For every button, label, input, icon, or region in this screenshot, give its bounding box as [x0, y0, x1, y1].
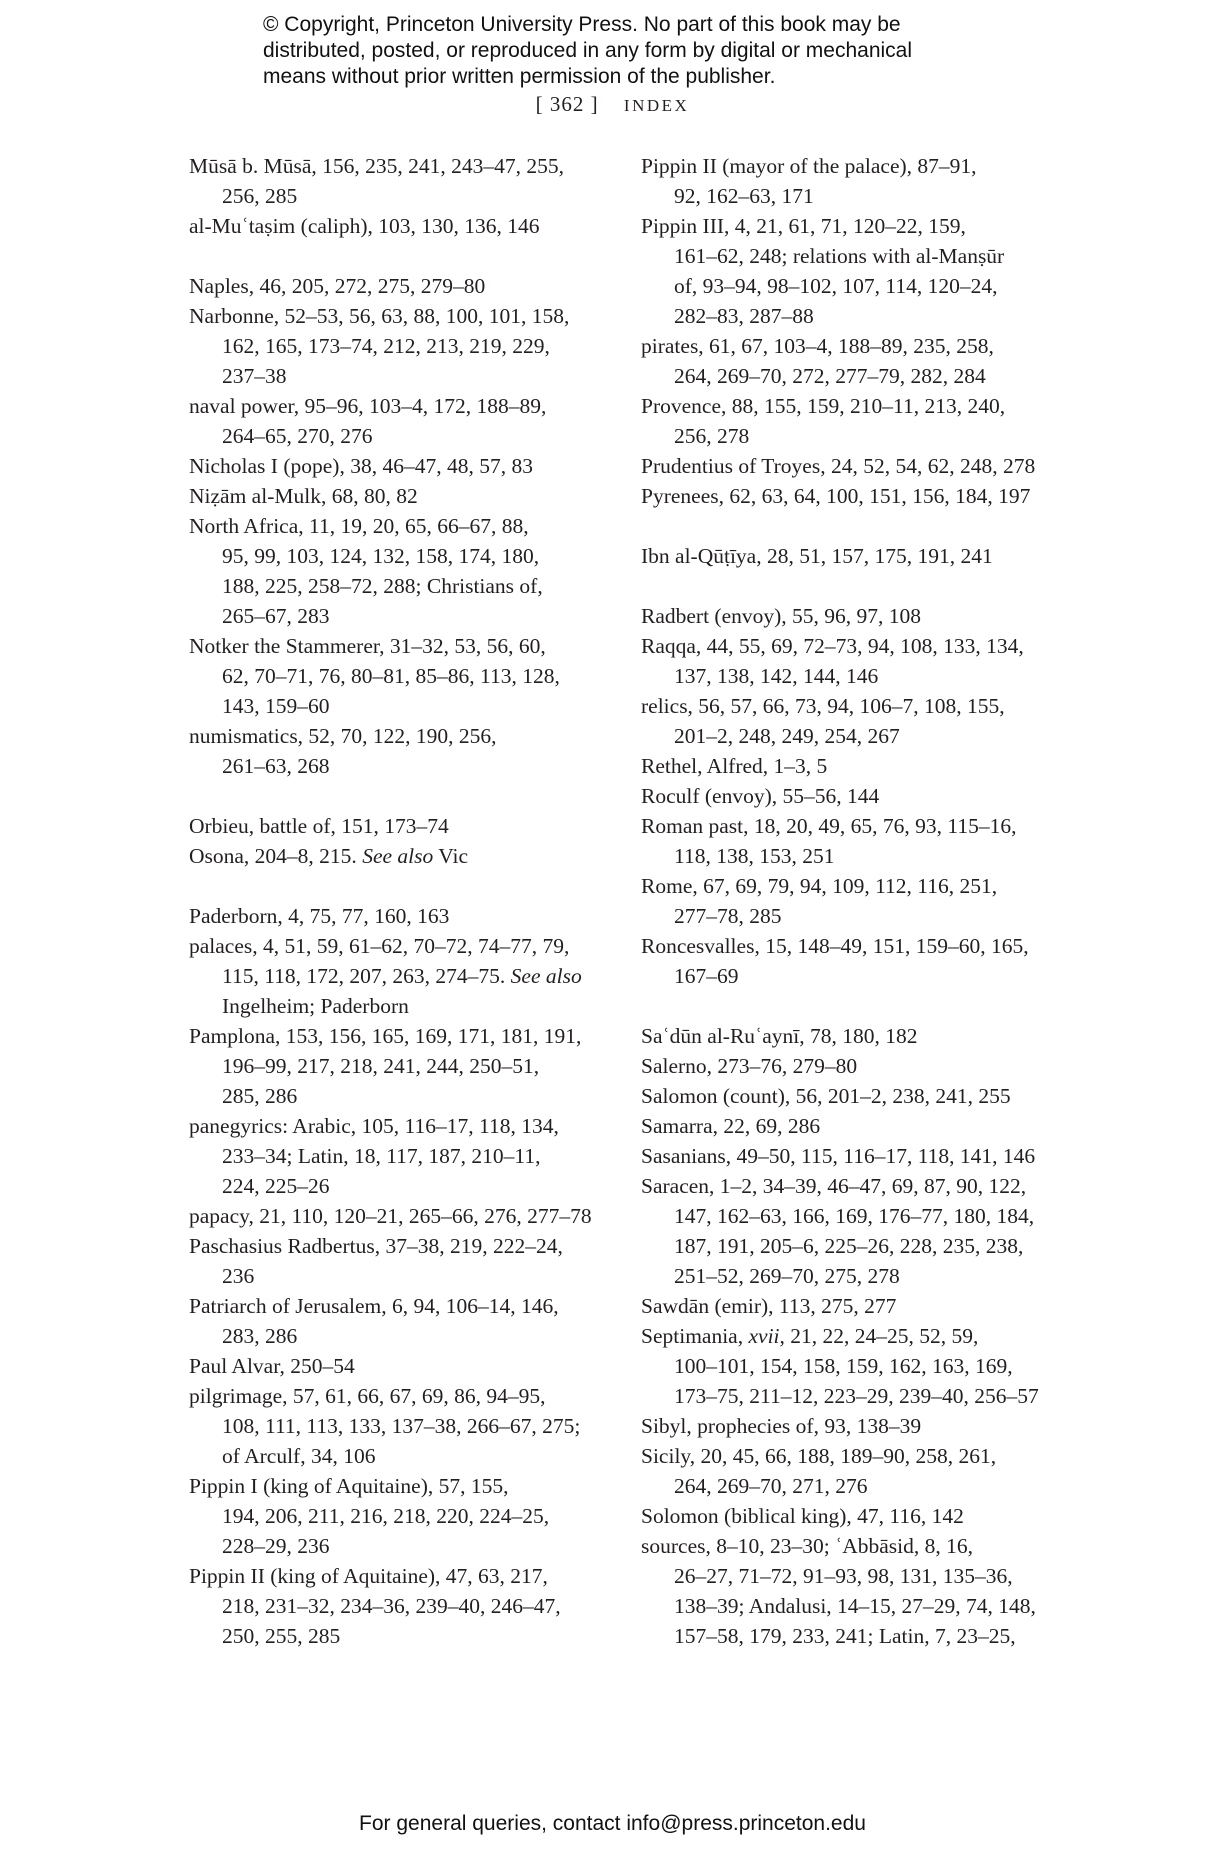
- index-entry: [189, 721, 609, 751]
- index-entry-text: 62, 70–71, 76, 80–81, 85–86, 113, 128,: [222, 664, 560, 688]
- index-entry-text: Rome, 67, 69, 79, 94, 109, 112, 116, 251,: [641, 874, 998, 898]
- index-entry: [641, 1111, 1061, 1141]
- index-entry: [189, 1111, 609, 1141]
- index-entry-text: 196–99, 217, 218, 241, 244, 250–51,: [222, 1054, 540, 1078]
- index-entry: [641, 811, 1061, 841]
- index-entry-text: 108, 111, 113, 133, 137–38, 266–67, 275;: [222, 1414, 581, 1438]
- index-entry-text: of Arculf, 34, 106: [222, 1444, 376, 1468]
- index-entry: [641, 1531, 1061, 1561]
- index-entry: [189, 1291, 609, 1321]
- index-spacer: [189, 781, 609, 811]
- index-entry-text: 161–62, 248; relations with al-Manṣūr: [674, 244, 1005, 268]
- index-entry: [641, 211, 1061, 241]
- index-entry-text: numismatics, 52, 70, 122, 190, 256,: [189, 724, 497, 748]
- index-entry-text: Osona, 204–8, 215.: [189, 844, 363, 868]
- index-entry: [641, 331, 1061, 361]
- page-number: [ 362 ]: [535, 92, 599, 116]
- index-spacer: [641, 991, 1061, 1021]
- index-entry-continuation: [189, 361, 609, 391]
- index-entry-text: Roncesvalles, 15, 148–49, 151, 159–60, 165,: [641, 934, 1029, 958]
- index-entry: [189, 1471, 609, 1501]
- index-entry-text: 138–39; Andalusi, 14–15, 27–29, 74, 148,: [674, 1594, 1036, 1618]
- index-entry: [189, 811, 609, 841]
- index-entry-continuation: [189, 1321, 609, 1351]
- index-entry-text: 26–27, 71–72, 91–93, 98, 131, 135–36,: [674, 1564, 1013, 1588]
- index-entry-text: , 21, 22, 24–25, 52, 59,: [779, 1324, 979, 1348]
- index-entry-text: 250, 255, 285: [222, 1624, 341, 1648]
- index-entry-text: Radbert (envoy), 55, 96, 97, 108: [641, 604, 922, 628]
- index-entry: [641, 1021, 1061, 1051]
- index-entry-continuation: [641, 301, 1061, 331]
- index-entry-continuation: [641, 1621, 1061, 1651]
- index-entry-continuation: [189, 1591, 609, 1621]
- copyright-line: © Copyright, Princeton University Press. No part of this book may be: [263, 13, 901, 36]
- index-entry-continuation: [189, 991, 609, 1021]
- index-entry-continuation: [189, 601, 609, 631]
- index-entry-text: 194, 206, 211, 216, 218, 220, 224–25,: [222, 1504, 550, 1528]
- index-entry-text: Saʿdūn al-Ruʿaynī, 78, 180, 182: [641, 1024, 918, 1048]
- index-spacer: [189, 871, 609, 901]
- index-entry-text: 264, 269–70, 271, 276: [674, 1474, 868, 1498]
- index-entry-continuation: [189, 1441, 609, 1471]
- index-entry-text: Provence, 88, 155, 159, 210–11, 213, 240,: [641, 394, 1006, 418]
- index-entry: [189, 631, 609, 661]
- index-entry-text: 218, 231–32, 234–36, 239–40, 246–47,: [222, 1594, 561, 1618]
- index-entry: [641, 631, 1061, 661]
- copyright-line: means without prior written permission of the publisher.: [263, 65, 776, 88]
- index-entry-text: relics, 56, 57, 66, 73, 94, 106–7, 108, 155,: [641, 694, 1005, 718]
- index-entry: [189, 211, 609, 241]
- index-entry: [189, 301, 609, 331]
- index-entry-text: Sibyl, prophecies of, 93, 138–39: [641, 1414, 922, 1438]
- index-entry-text: 224, 225–26: [222, 1174, 330, 1198]
- index-entry: [189, 391, 609, 421]
- index-entry-text: 264–65, 270, 276: [222, 424, 373, 448]
- index-entry: [641, 781, 1061, 811]
- index-entry: [189, 841, 609, 871]
- index-entry-text: Nicholas I (pope), 38, 46–47, 48, 57, 83: [189, 454, 533, 478]
- index-entry-text: Paderborn, 4, 75, 77, 160, 163: [189, 904, 450, 928]
- index-entry-continuation: [189, 1081, 609, 1111]
- index-entry-text: Naples, 46, 205, 272, 275, 279–80: [189, 274, 486, 298]
- index-entry-text: al-Muʿtaṣim (caliph), 103, 130, 136, 146: [189, 214, 540, 238]
- index-entry: [189, 151, 609, 181]
- index-entry-continuation: [641, 421, 1061, 451]
- index-entry-continuation: [189, 571, 609, 601]
- index-entry-text: Sawdān (emir), 113, 275, 277: [641, 1294, 897, 1318]
- index-entry-text: Prudentius of Troyes, 24, 52, 54, 62, 248, 278: [641, 454, 1036, 478]
- index-entry-text: Notker the Stammerer, 31–32, 53, 56, 60,: [189, 634, 546, 658]
- index-column-right: [641, 151, 1061, 1651]
- index-entry-text: Sicily, 20, 45, 66, 188, 189–90, 258, 261,: [641, 1444, 997, 1468]
- index-entry-text: 251–52, 269–70, 275, 278: [674, 1264, 900, 1288]
- index-entry-text: pilgrimage, 57, 61, 66, 67, 69, 86, 94–95,: [189, 1384, 546, 1408]
- index-entry-continuation: [189, 331, 609, 361]
- index-entry-continuation: [641, 181, 1061, 211]
- index-entry: [641, 1171, 1061, 1201]
- index-entry-continuation: [641, 1591, 1061, 1621]
- index-entry: [641, 1411, 1061, 1441]
- index-entry-text: 173–75, 211–12, 223–29, 239–40, 256–57: [674, 1384, 1039, 1408]
- index-entry: [641, 871, 1061, 901]
- index-entry-continuation: [641, 661, 1061, 691]
- index-entry-text: Solomon (biblical king), 47, 116, 142: [641, 1504, 964, 1528]
- index-entry-continuation: [189, 661, 609, 691]
- index-entry-text: Raqqa, 44, 55, 69, 72–73, 94, 108, 133, 134,: [641, 634, 1024, 658]
- index-entry-continuation: [641, 271, 1061, 301]
- index-entry: [641, 151, 1061, 181]
- index-entry-text: Salerno, 273–76, 279–80: [641, 1054, 858, 1078]
- index-entry: [641, 1051, 1061, 1081]
- index-entry-continuation: [641, 1261, 1061, 1291]
- index-entry-text: Pippin I (king of Aquitaine), 57, 155,: [189, 1474, 509, 1498]
- index-entry: [641, 1291, 1061, 1321]
- index-entry: [641, 1441, 1061, 1471]
- index-entry: [641, 481, 1061, 511]
- index-entry-text: sources, 8–10, 23–30; ʿAbbāsid, 8, 16,: [641, 1534, 974, 1558]
- index-entry-text: Rethel, Alfred, 1–3, 5: [641, 754, 828, 778]
- footer-contact: For general queries, contact info@press.princeton.edu: [359, 1812, 866, 1835]
- index-entry-text: Pamplona, 153, 156, 165, 169, 171, 181, 191,: [189, 1024, 582, 1048]
- index-entry-text: 285, 286: [222, 1084, 298, 1108]
- index-entry: [641, 691, 1061, 721]
- index-entry-continuation: [189, 1501, 609, 1531]
- index-entry: [189, 1231, 609, 1261]
- index-entry-text: Paul Alvar, 250–54: [189, 1354, 355, 1378]
- index-entry: [189, 1561, 609, 1591]
- index-entry-text: palaces, 4, 51, 59, 61–62, 70–72, 74–77, 79,: [189, 934, 570, 958]
- index-entry-continuation: [189, 691, 609, 721]
- index-entry-continuation: [189, 1531, 609, 1561]
- index-entry-text: Roman past, 18, 20, 49, 65, 76, 93, 115–16,: [641, 814, 1017, 838]
- index-spacer: [641, 571, 1061, 601]
- index-entry-text: 256, 278: [674, 424, 750, 448]
- section-title: INDEX: [623, 96, 690, 115]
- index-entry: [189, 1201, 609, 1231]
- index-entry: [641, 391, 1061, 421]
- index-entry: [189, 931, 609, 961]
- index-entry: [641, 601, 1061, 631]
- index-entry-text: panegyrics: Arabic, 105, 116–17, 118, 134,: [189, 1114, 559, 1138]
- index-entry-continuation: [189, 961, 609, 991]
- index-spacer: [189, 241, 609, 271]
- index-entry-text: Narbonne, 52–53, 56, 63, 88, 100, 101, 158,: [189, 304, 570, 328]
- index-entry-continuation: [189, 1051, 609, 1081]
- index-entry-continuation: [641, 1381, 1061, 1411]
- index-entry-text: Salomon (count), 56, 201–2, 238, 241, 255: [641, 1084, 1011, 1108]
- index-entry-text: 236: [222, 1264, 255, 1288]
- index-entry-text: 100–101, 154, 158, 159, 162, 163, 169,: [674, 1354, 1013, 1378]
- cross-reference-italic: xvii: [748, 1324, 780, 1348]
- index-entry: [641, 1321, 1061, 1351]
- index-entry-text: 167–69: [674, 964, 739, 988]
- index-entry-text: Ibn al-Qūṭīya, 28, 51, 157, 175, 191, 241: [641, 544, 993, 568]
- index-entry-continuation: [641, 841, 1061, 871]
- index-entry-text: 237–38: [222, 364, 287, 388]
- index-entry-continuation: [189, 1411, 609, 1441]
- index-entry: [189, 271, 609, 301]
- index-entry-text: papacy, 21, 110, 120–21, 265–66, 276, 277–78: [189, 1204, 592, 1228]
- index-entry-text: 143, 159–60: [222, 694, 330, 718]
- index-entry-text: Saracen, 1–2, 34–39, 46–47, 69, 87, 90, 122,: [641, 1174, 1027, 1198]
- cross-reference-italic: See also: [362, 844, 434, 868]
- index-entry: [189, 451, 609, 481]
- index-entry: [189, 901, 609, 931]
- index-entry-text: Septimania,: [641, 1324, 749, 1348]
- index-entry: [641, 1141, 1061, 1171]
- index-entry-continuation: [641, 1231, 1061, 1261]
- index-entry: [641, 931, 1061, 961]
- index-entry-text: Vic: [433, 844, 468, 868]
- index-entry: [641, 541, 1061, 571]
- index-entry-continuation: [189, 181, 609, 211]
- index-entry-text: 233–34; Latin, 18, 117, 187, 210–11,: [222, 1144, 541, 1168]
- index-entry-text: 282–83, 287–88: [674, 304, 814, 328]
- index-entry-text: of, 93–94, 98–102, 107, 114, 120–24,: [674, 274, 998, 298]
- index-entry-continuation: [189, 421, 609, 451]
- index-entry-text: Samarra, 22, 69, 286: [641, 1114, 821, 1138]
- index-entry-continuation: [641, 961, 1061, 991]
- index-entry-continuation: [189, 1171, 609, 1201]
- running-head: [0, 92, 1225, 117]
- index-entry-text: 256, 285: [222, 184, 298, 208]
- index-entry: [641, 451, 1061, 481]
- index-entry-text: pirates, 61, 67, 103–4, 188–89, 235, 258,: [641, 334, 994, 358]
- index-entry-text: Pippin II (king of Aquitaine), 47, 63, 217,: [189, 1564, 548, 1588]
- index-entry-text: naval power, 95–96, 103–4, 172, 188–89,: [189, 394, 547, 418]
- index-entry-text: 118, 138, 153, 251: [674, 844, 835, 868]
- index-entry-text: Orbieu, battle of, 151, 173–74: [189, 814, 449, 838]
- index-entry-continuation: [189, 541, 609, 571]
- index-entry-text: North Africa, 11, 19, 20, 65, 66–67, 88,: [189, 514, 529, 538]
- index-entry-text: Patriarch of Jerusalem, 6, 94, 106–14, 146,: [189, 1294, 559, 1318]
- index-entry-text: Pyrenees, 62, 63, 64, 100, 151, 156, 184, 197: [641, 484, 1031, 508]
- index-entry-continuation: [641, 1471, 1061, 1501]
- index-entry-continuation: [641, 1561, 1061, 1591]
- index-entry-continuation: [641, 1201, 1061, 1231]
- copyright-line: distributed, posted, or reproduced in any form by digital or mechanical: [263, 39, 913, 62]
- index-entry-continuation: [641, 721, 1061, 751]
- index-entry-continuation: [189, 751, 609, 781]
- index-entry-continuation: [189, 1141, 609, 1171]
- index-column-left: [189, 151, 609, 1651]
- index-entry-text: 162, 165, 173–74, 212, 213, 219, 229,: [222, 334, 550, 358]
- index-entry: [189, 1021, 609, 1051]
- index-entry-text: Paschasius Radbertus, 37–38, 219, 222–24,: [189, 1234, 563, 1258]
- index-entry-text: 157–58, 179, 233, 241; Latin, 7, 23–25,: [674, 1624, 1016, 1648]
- index-entry-text: 283, 286: [222, 1324, 298, 1348]
- index-entry-text: 264, 269–70, 272, 277–79, 282, 284: [674, 364, 986, 388]
- cross-reference-italic: See also: [510, 964, 582, 988]
- index-entry-continuation: [189, 1621, 609, 1651]
- index-spacer: [641, 511, 1061, 541]
- index-entry-text: 147, 162–63, 166, 169, 176–77, 180, 184,: [674, 1204, 1035, 1228]
- index-entry-text: 277–78, 285: [674, 904, 782, 928]
- index-entry-continuation: [641, 901, 1061, 931]
- index-entry-text: 265–67, 283: [222, 604, 330, 628]
- index-entry-text: Niẓām al-Mulk, 68, 80, 82: [189, 484, 418, 508]
- index-entry: [189, 481, 609, 511]
- index-entry: [189, 1351, 609, 1381]
- index-entry-text: Pippin II (mayor of the palace), 87–91,: [641, 154, 977, 178]
- index-entry-text: 95, 99, 103, 124, 132, 158, 174, 180,: [222, 544, 540, 568]
- index-entry: [641, 1501, 1061, 1531]
- index-entry-text: 92, 162–63, 171: [674, 184, 814, 208]
- index-entry-continuation: [641, 1351, 1061, 1381]
- index-entry-text: Roculf (envoy), 55–56, 144: [641, 784, 880, 808]
- index-entry-text: 228–29, 236: [222, 1534, 330, 1558]
- index-entry-text: 201–2, 248, 249, 254, 267: [674, 724, 900, 748]
- index-entry-text: Pippin III, 4, 21, 61, 71, 120–22, 159,: [641, 214, 966, 238]
- index-entry-text: 137, 138, 142, 144, 146: [674, 664, 879, 688]
- index-entry-text: 188, 225, 258–72, 288; Christians of,: [222, 574, 543, 598]
- index-entry-continuation: [641, 241, 1061, 271]
- index-entry-text: 261–63, 268: [222, 754, 330, 778]
- copyright-notice: [263, 12, 1023, 90]
- index-entry: [189, 511, 609, 541]
- index-entry-text: 115, 118, 172, 207, 263, 274–75.: [222, 964, 511, 988]
- index-entry-text: Sasanians, 49–50, 115, 116–17, 118, 141, 146: [641, 1144, 1036, 1168]
- index-entry-text: Mūsā b. Mūsā, 156, 235, 241, 243–47, 255,: [189, 154, 565, 178]
- index-entry-text: Ingelheim; Paderborn: [222, 994, 409, 1018]
- index-entry-continuation: [641, 361, 1061, 391]
- index-entry: [189, 1381, 609, 1411]
- index-entry: [641, 1081, 1061, 1111]
- index-entry: [641, 751, 1061, 781]
- index-entry-continuation: [189, 1261, 609, 1291]
- index-entry-text: 187, 191, 205–6, 225–26, 228, 235, 238,: [674, 1234, 1024, 1258]
